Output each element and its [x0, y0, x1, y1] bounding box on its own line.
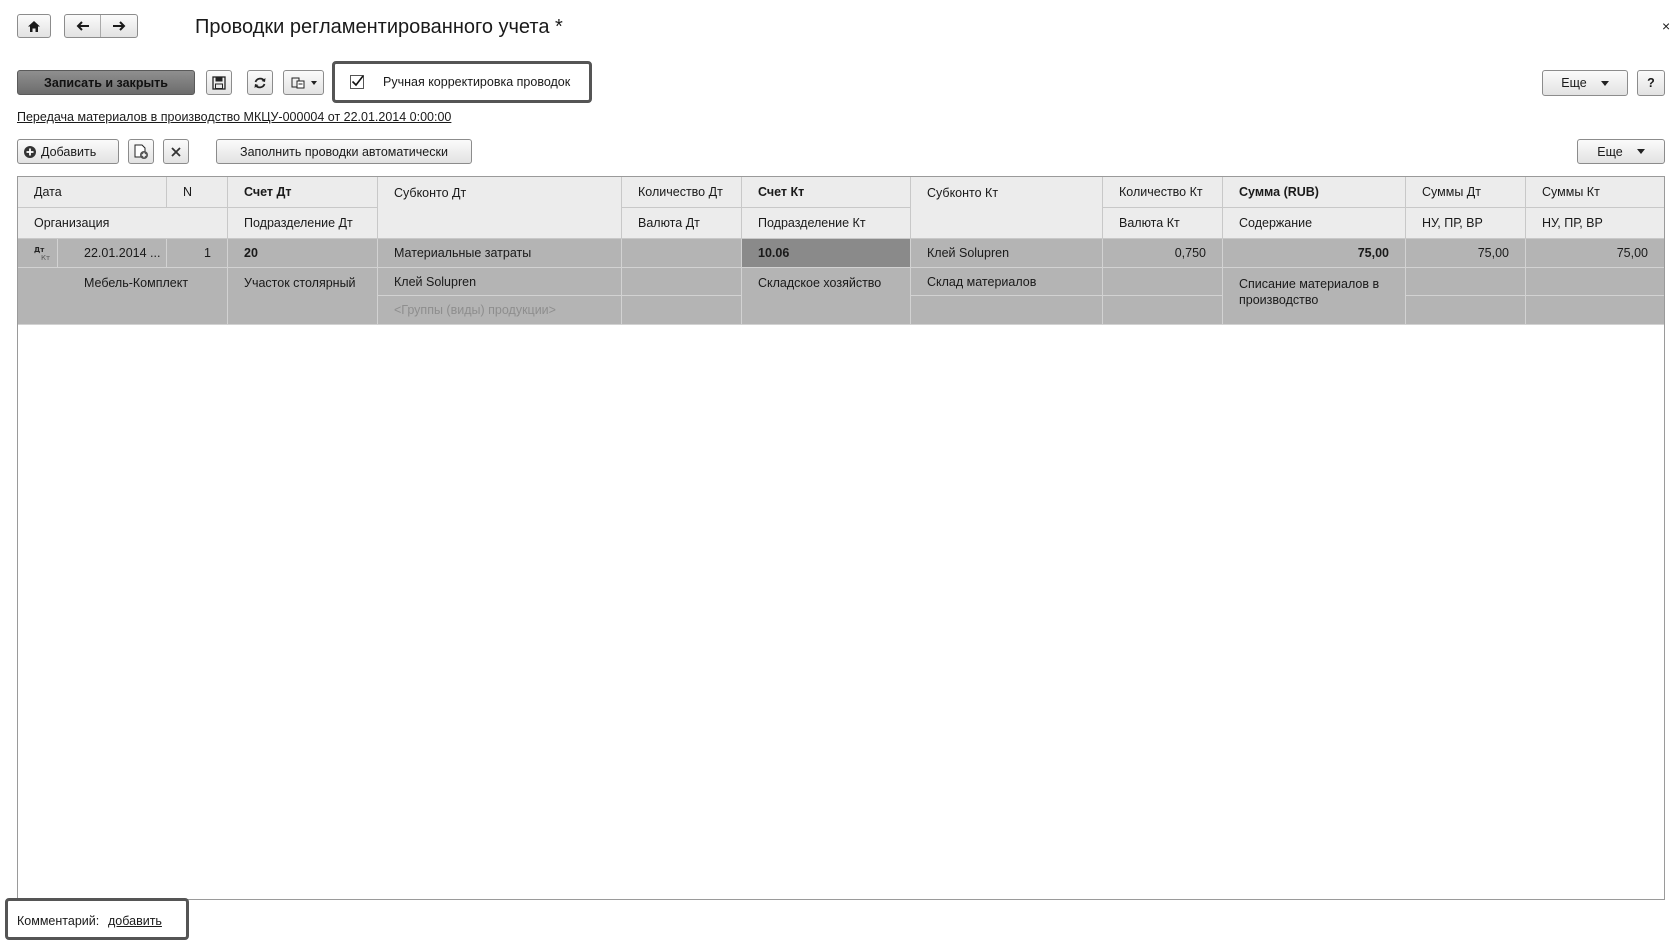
header-sums-dt-sub[interactable]: НУ, ПР, ВР [1406, 208, 1526, 239]
dt-kt-entry-icon [34, 245, 52, 261]
header-department-kt[interactable]: Подразделение Кт [742, 208, 911, 239]
cell-qty-kt[interactable]: 0,750 [1103, 239, 1223, 268]
entries-table[interactable] [17, 176, 1665, 900]
chevron-down-icon [1637, 149, 1645, 154]
floppy-disk-icon [212, 76, 226, 90]
cell-currency-kt-extra [1103, 296, 1223, 325]
cell-department-kt[interactable]: Складское хозяйство [742, 268, 911, 325]
chevron-down-icon [1601, 81, 1609, 86]
add-button[interactable] [17, 139, 119, 164]
more-button[interactable] [1542, 70, 1628, 96]
cell-content[interactable]: Списание материалов в производство [1223, 268, 1406, 325]
header-qty-kt[interactable]: Количество Кт [1103, 177, 1223, 208]
header-department-dt[interactable]: Подразделение Дт [228, 208, 378, 239]
copy-row-button[interactable] [128, 139, 154, 164]
close-icon[interactable]: × [1662, 18, 1671, 34]
add-label: Добавить [41, 144, 97, 159]
more-label: Еще [1561, 76, 1587, 90]
cell-account-kt[interactable]: 10.06 [742, 239, 911, 268]
structure-menu-button[interactable] [283, 70, 324, 95]
arrow-left-icon [76, 21, 90, 31]
header-sums-kt-sub[interactable]: НУ, ПР, ВР [1526, 208, 1664, 239]
header-sum[interactable]: Сумма (RUB) [1223, 177, 1406, 208]
checkmark-icon [350, 74, 364, 88]
header-currency-dt[interactable]: Валюта Дт [622, 208, 742, 239]
header-subconto-kt[interactable]: Субконто Кт [911, 177, 1103, 239]
back-button[interactable] [65, 15, 101, 37]
svg-text:Кт: Кт [41, 254, 51, 261]
arrow-right-icon [112, 21, 126, 31]
cell-qty-dt[interactable] [622, 239, 742, 268]
delete-row-button[interactable] [163, 139, 189, 164]
cell-organization[interactable]: Мебель-Комплект [18, 268, 228, 325]
comment-add-link[interactable]: добавить [108, 914, 162, 928]
home-button[interactable] [17, 14, 51, 38]
header-date[interactable]: Дата [18, 177, 167, 208]
cell-subconto-kt-1[interactable]: Клей Solupren [911, 239, 1103, 268]
header-sums-dt[interactable]: Суммы Дт [1406, 177, 1526, 208]
cell-sums-dt[interactable]: 75,00 [1406, 239, 1526, 268]
cell-n[interactable]: 1 [167, 239, 228, 268]
header-organization[interactable]: Организация [18, 208, 228, 239]
forward-button[interactable] [101, 15, 137, 37]
cell-subconto-dt-3[interactable]: <Группы (виды) продукции> [378, 296, 622, 325]
chevron-down-icon [311, 81, 317, 85]
cell-currency-kt[interactable] [1103, 268, 1223, 296]
header-account-dt[interactable]: Счет Дт [228, 177, 378, 208]
header-n[interactable]: N [167, 177, 228, 208]
svg-text:Дт: Дт [34, 246, 45, 254]
copy-add-icon [133, 144, 149, 160]
cell-sum[interactable]: 75,00 [1223, 239, 1406, 268]
cell-sums-kt-sub-extra [1526, 296, 1664, 325]
comment-label: Комментарий: [17, 914, 100, 928]
refresh-button[interactable] [247, 70, 273, 95]
refresh-icon [253, 76, 267, 90]
nav-back-forward-group [64, 14, 138, 38]
manual-correction-checkbox[interactable] [350, 75, 364, 89]
window-title: Проводки регламентированного учета * [195, 16, 563, 38]
table-more-button[interactable] [1577, 139, 1665, 164]
table-more-label: Еще [1597, 144, 1623, 159]
table-row-icon [18, 239, 58, 268]
header-sums-kt[interactable]: Суммы Кт [1526, 177, 1664, 208]
cell-subconto-dt-2[interactable]: Клей Solupren [378, 268, 622, 296]
home-icon [27, 20, 41, 33]
cell-currency-dt-extra [622, 296, 742, 325]
cell-sums-kt[interactable]: 75,00 [1526, 239, 1664, 268]
structure-icon [291, 76, 309, 90]
save-button[interactable] [206, 70, 232, 95]
cell-subconto-kt-3[interactable] [911, 296, 1103, 325]
save-and-close-button[interactable]: Записать и закрыть [17, 70, 195, 95]
help-button[interactable]: ? [1637, 70, 1665, 96]
cell-subconto-dt-1[interactable]: Материальные затраты [378, 239, 622, 268]
add-circle-icon [23, 145, 37, 159]
header-subconto-dt[interactable]: Субконто Дт [378, 177, 622, 239]
cell-subconto-kt-2[interactable]: Склад материалов [911, 268, 1103, 296]
cell-account-dt[interactable]: 20 [228, 239, 378, 268]
manual-correction-label[interactable]: Ручная корректировка проводок [383, 75, 571, 89]
header-qty-dt[interactable]: Количество Дт [622, 177, 742, 208]
document-link[interactable]: Передача материалов в производство МКЦУ-000004 от 22.01.2014 0:00:00 [17, 110, 452, 124]
cell-department-dt[interactable]: Участок столярный [228, 268, 378, 325]
cell-date[interactable]: 22.01.2014 ... [58, 239, 167, 268]
fill-auto-button[interactable]: Заполнить проводки автоматически [216, 139, 472, 164]
cell-currency-dt[interactable] [622, 268, 742, 296]
cell-sums-kt-sub[interactable] [1526, 268, 1664, 296]
cell-sums-dt-sub[interactable] [1406, 268, 1526, 296]
header-account-kt[interactable]: Счет Кт [742, 177, 911, 208]
header-currency-kt[interactable]: Валюта Кт [1103, 208, 1223, 239]
cell-sums-dt-sub-extra [1406, 296, 1526, 325]
delete-icon [170, 146, 182, 158]
header-content[interactable]: Содержание [1223, 208, 1406, 239]
